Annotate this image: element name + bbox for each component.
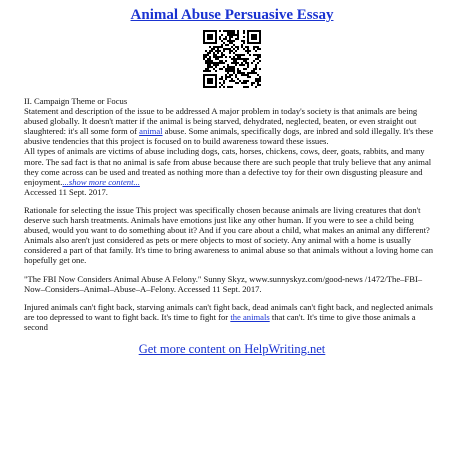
paragraph-rationale: Rationale for selecting the issue This project was specifically chosen because animals are living creatures that don't deserve such harsh treatments. Animals have emotions just like any other human. If you were to see a child being abused, would you want to do something about it? And if you care about a child, what makes an animal any different? Animals also aren't just considered as pets or mere objects to most of society. Any animal with a home is usually considered a part of that family. It's time to bring awareness to animal abuse so that animals without a loving home can hopefully get one. [24, 204, 434, 266]
paragraph-citation: "The FBI Now Considers Animal Abuse A Felony." Sunny Skyz, www.sunnyskyz.com/good-news /1472/The–FBI–Now–Considers–Animal–Abuse–A–Felony. Accessed 11 Sept. 2017. [24, 273, 423, 294]
qr-code-container [24, 30, 440, 88]
helpwriting-link[interactable]: Get more content on HelpWriting.net [138, 341, 326, 356]
paragraph-text: Statement and description of the issue to be addressed A major problem in today's society is that animals are being abused globally. It doesn't matter if the animal is being starved, dehydrated, neglected, beaten, or even straight out slaughtered: it's all some form of [24, 106, 418, 137]
paragraph-text: abuse. Some animals, specifically dogs, are inbred and sold illegally. It's these abusive tendencies that this project is focused on to build awareness toward these issues. [24, 126, 434, 147]
paragraph-text: Injured animals can't fight back, starving animals can't fight back, dead animals can't fight back, and neglected animals are too depressed to want to fight back. It's time to fight for [24, 301, 433, 322]
essay-title[interactable]: Animal Abuse Persuasive Essay [130, 7, 334, 23]
animal-link[interactable]: animal [139, 126, 163, 137]
essay-body [24, 96, 440, 332]
section-heading: II. Campaign Theme or Focus [24, 96, 128, 106]
qr-code-icon[interactable] [203, 30, 261, 88]
paragraph-text: All types of animals are victims of abuse including dogs, cats, horses, chickens, cows, deer, goats, rabbits, and many more. The sad fact is that no animal is safe from abuse because there are such people that truly believe that any animal they come across can be used and treated as nothing more than a defective toy for their own disgusting pleasure and enjoyment. [24, 146, 432, 187]
document-page [0, 6, 452, 458]
paragraph-campaign-theme [24, 96, 440, 197]
paragraph-text: that can't. It's time to give those animals a second [24, 311, 416, 332]
accessed-date: Accessed 11 Sept. 2017. [24, 186, 108, 197]
paragraph-closing [24, 302, 440, 332]
show-more-link[interactable]: ...show more content... [62, 176, 140, 187]
the-animals-link[interactable]: the animals [230, 311, 270, 322]
